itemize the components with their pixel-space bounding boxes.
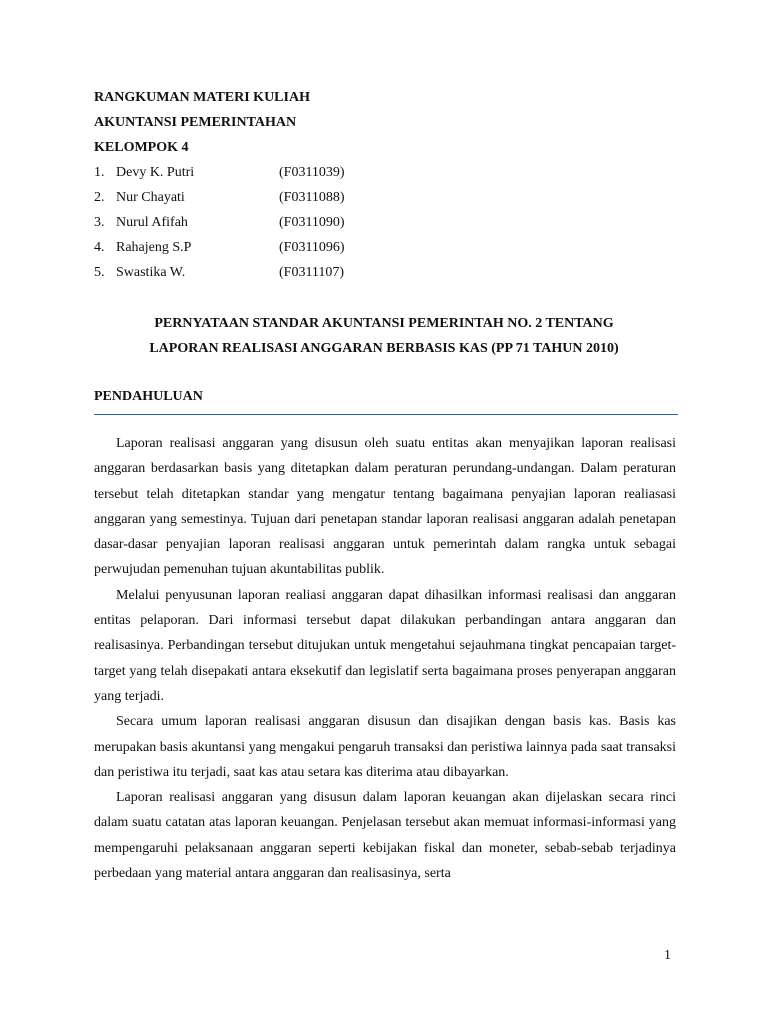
page-number: 1 <box>664 948 671 963</box>
section-divider <box>94 414 678 415</box>
member-number: 4. <box>94 240 105 255</box>
paragraph: Secara umum laporan realisasi anggaran disusun dan disajikan dengan basis kas. Basis kas merupakan basis akuntansi yang mengakui pengaruh transaksi dan peristiwa lainnya pada saat transaksi dan peristiwa itu terjadi, saat kas atau setara kas diterima atau dibayarkan. <box>94 714 676 780</box>
member-number: 3. <box>94 215 105 230</box>
member-id: (F0311039) <box>279 165 345 180</box>
member-name: Rahajeng S.P <box>116 240 192 255</box>
member-name: Devy K. Putri <box>116 165 195 180</box>
member-id: (F0311096) <box>279 240 345 255</box>
document-title-line-1: PERNYATAAN STANDAR AKUNTANSI PEMERINTAH NO. 2 TENTANG <box>154 316 614 331</box>
document-title-line-2: LAPORAN REALISASI ANGGARAN BERBASIS KAS (PP 71 TAHUN 2010) <box>149 341 619 356</box>
member-number: 5. <box>94 265 105 280</box>
group-label: KELOMPOK 4 <box>94 140 189 155</box>
member-id: (F0311088) <box>279 190 345 205</box>
member-name: Nur Chayati <box>116 190 185 205</box>
course-subject: AKUNTANSI PEMERINTAHAN <box>94 115 297 130</box>
member-name: Nurul Afifah <box>116 215 188 230</box>
body-text <box>94 431 676 886</box>
course-title: RANGKUMAN MATERI KULIAH <box>94 90 310 105</box>
member-number: 1. <box>94 165 105 180</box>
member-number: 2. <box>94 190 105 205</box>
member-id: (F0311107) <box>279 265 345 280</box>
paragraph: Laporan realisasi anggaran yang disusun oleh suatu entitas akan menyajikan laporan realisasi anggaran berdasarkan basis yang ditetapkan dalam peraturan perundang-undangan. Dalam peraturan tersebut telah ditetapkan standar yang mengatur tentang bagaimana penyajian laporan realiasasi anggaran yang semestinya. Tujuan dari penetapan standar laporan realisasi anggaran adalah penetapan dasar-dasar penyajian laporan realisasi anggaran untuk pemerintah dalam rangka untuk sebagai perwujudan pemenuhan tujuan akuntabilitas publik. <box>94 436 676 578</box>
paragraph: Melalui penyusunan laporan realiasi anggaran dapat dihasilkan informasi realisasi dan anggaran entitas pelaporan. Dari informasi tersebut dapat dilakukan perbandingan antara anggaran dan realisasinya. Perbandingan tersebut ditujukan untuk mengetahui sejauhmana tingkat pencapaian target-target yang telah disepakati antara eksekutif dan legislatif serta bagaimana proses penyerapan anggaran yang terjadi. <box>94 587 676 704</box>
section-heading: PENDAHULUAN <box>94 389 203 404</box>
paragraph: Laporan realisasi anggaran yang disusun dalam laporan keuangan akan dijelaskan secara rinci dalam suatu catatan atas laporan keuangan. Penjelasan tersebut akan memuat informasi-informasi yang mempengaruhi pelaksanaan anggaran seperti kebijakan fiskal dan moneter, sebab-sebab terjadinya perbedaan yang material antara anggaran dan realisasinya, serta <box>94 790 676 882</box>
member-id: (F0311090) <box>279 215 345 230</box>
member-name: Swastika W. <box>116 265 186 280</box>
